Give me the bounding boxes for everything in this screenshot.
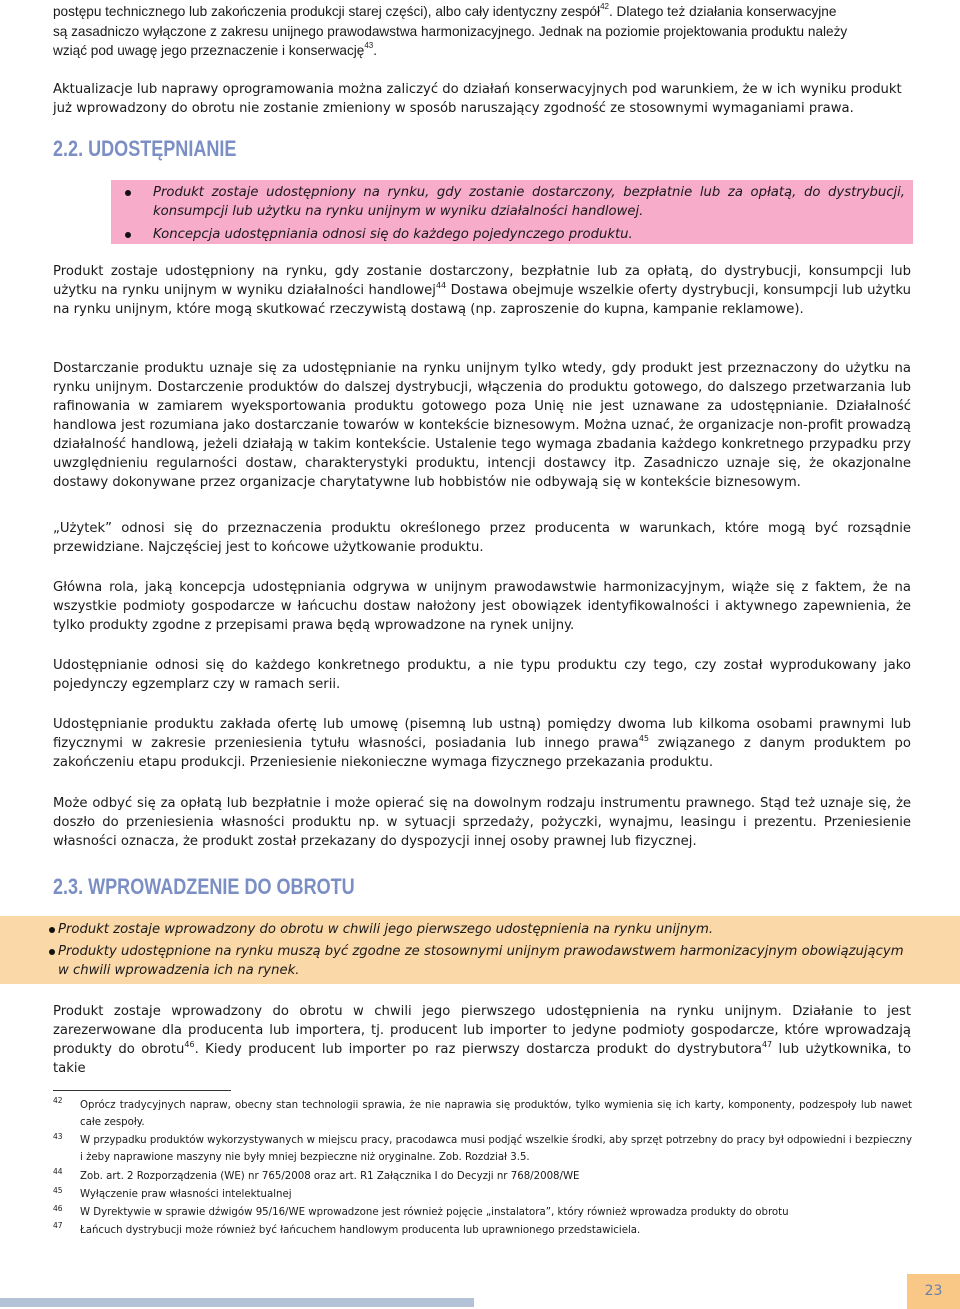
paragraph: Dostarczanie produktu uznaje się za udostępnianie na rynku unijnym tylko wtedy, gdy produkt jest przeznaczony do użytku na rynku unijnym. Dostarczenie produktów do dalszej dystrybucji, włączenia do produktu gotowego, do dalszego przetwarzania lub rafinowania w zamiarem wyeksportowania produktu gotowego poza Unię nie jest uznawane za udostępnianie. Działalność handlowa jest rozumiana jako dostarczanie towarów w kontekście biznesowym. Można uznać, że organizacje non-profit prowadzą działalność handlową, jeżeli działają w takim kontekście. Ustalenie tego wymaga zbadania każdego konkretnego przypadku przy uwzględnieniu regularności dostaw, charakterystyki produktu, intencji dostawcy itp. Zasadniczo uznaje się, że okazjonalne dostawy dokonywane przez organizacje charytatywne lub hobbistów nie odbywają się w kontekście biznesowym. — [53, 361, 911, 490]
text-span: . Kiedy producent lub importer po raz pierwszy dostarcza produkt do dystrybutora — [194, 1042, 762, 1057]
text-span: wziąć pod uwagę jego przeznaczenie i konserwację — [53, 43, 365, 58]
footnote-text: Łańcuch dystrybucji może również być łańcuchem handlowym producenta lub uprawnionego przedstawiciela. — [80, 1225, 641, 1236]
box-item-text: Produkty udostępnione na rynku muszą być zgodne ze stosownymi unijnym prawodawstwem harmonizacyjnym obowiązującym w chwili wprowadzenia ich na rynek. — [58, 944, 904, 978]
paragraph: Może odbyć się za opłatą lub bezpłatnie i może opierać się na dowolnym rodzaju instrumentu prawnego. Stąd też uznaje się, że doszło do przeniesienia własności produktu np. w sytuacji sprzedaży, pożyczki, wynajmu, leasingu i prezentu. Przeniesienie własności oznacza, że produkt został przekazany do dyspozycji innej osoby prawnej lub fizycznej. — [53, 796, 911, 849]
box-list-item — [153, 183, 905, 221]
box-list-item — [153, 225, 905, 244]
text-span: są zasadniczo wyłączone z zakresu unijnego prawodawstwa harmonizacyjnego. Jednak na poziomie projektowania produktu należy — [53, 23, 848, 39]
text-span: Udostępnianie produktu zakłada ofertę lub umowę (pisemną lub ustną) pomiędzy dwoma lub kilkoma osobami prawnymi lub fizycznymi w zakresie przeniesienia tytułu własności, posiadania lub innego prawa — [53, 717, 911, 751]
text-line — [53, 22, 923, 42]
footnote-ref: 47 — [761, 1039, 773, 1049]
text-span: związanego z danym produktem po zakończeniu etapu produkcji. Przeniesienie niekonieczne wymaga fizycznego przekazania produktu. — [53, 736, 911, 770]
footnote-text: Wyłączenie praw własności intelektualnej — [80, 1189, 292, 1200]
footnote-ref: 43 — [364, 41, 374, 51]
top-paragraph — [53, 2, 923, 61]
bullet-icon — [125, 190, 131, 196]
text-span: Produkt zostaje udostępniony na rynku, gdy zostanie dostarczony, bezpłatnie lub za opłatą, do dystrybucji, konsumpcji lub użytku na rynku unijnym w wyniku działalności handlowej — [53, 264, 911, 298]
paragraph — [53, 1002, 911, 1078]
box-list-item — [58, 920, 908, 939]
text-span: lub użytkownika, to takie — [53, 1042, 912, 1076]
paragraph: Główna rola, jaką koncepcja udostępniania odgrywa w unijnym prawodawstwie harmonizacyjnym, wiąże się z faktem, że na wszystkie podmioty gospodarcze w łańcuchu dostaw nałożony jest obowiązek identyfikowalności i aktywnego zapewnienia, że tylko produkty zgodne z przepisami prawa będą wprowadzone na rynek unijny. — [53, 580, 911, 633]
paragraph: Udostępnianie odnosi się do każdego konkretnego produktu, a nie typu produktu czy tego, czy został wyprodukowany jako pojedynczy egzemplarz czy w ramach serii. — [53, 658, 911, 692]
text-span: Dostawa obejmuje wszelkie oferty dystrybucji, konsumpcji lub użytku na rynku unijnym, które mogą skutkować rzeczywistą dostawą (np. zaproszenie do kupna, kampanie reklamowe). — [53, 283, 912, 317]
section-heading-22: 2.2. UDOSTĘPNIANIE — [53, 136, 237, 161]
text-span: Produkt zostaje wprowadzony do obrotu w chwili jego pierwszego udostępnienia na rynku unijnym. Działanie to jest zarezerwowane dla producenta lub importera, tj. producent lub importer to jedyne podmioty gospodarcze, które wprowadzają produkty do obrotu — [53, 1004, 911, 1057]
text-line — [53, 41, 923, 61]
text-line — [53, 2, 923, 22]
footnote-text: Oprócz tradycyjnych napraw, obecny stan technologii sprawia, że nie naprawia się produktów, tylko wymienia się ich karty, komponenty, podzespoły lub nawet całe zespoły. — [80, 1100, 912, 1128]
paragraph — [53, 262, 911, 319]
footnote-number: 46 — [53, 1204, 63, 1213]
footnote-text: W przypadku produktów wykorzystywanych w miejscu pracy, pracodawca musi podjąć wszelkie środki, aby sprzęt potrzebny do pracy był odpowiedni i bezpieczny i żeby naprawione maszyny nie były mniej bezpieczne niż oryginalne. Zob. Rozdział 3.5. — [80, 1135, 912, 1163]
footnote-number: 42 — [53, 1096, 63, 1105]
footnote-ref: 46 — [184, 1039, 195, 1049]
footnote-number: 47 — [53, 1221, 63, 1230]
bullet-icon — [49, 927, 55, 933]
footnote-ref: 45 — [638, 733, 649, 743]
footnote-ref: 44 — [435, 280, 447, 290]
highlight-box-23 — [0, 916, 960, 984]
footer-bar — [0, 1298, 474, 1307]
paragraph — [53, 715, 911, 772]
bullet-icon — [49, 949, 55, 955]
highlight-box-22 — [111, 180, 913, 244]
box-item-text: Produkt zostaje wprowadzony do obrotu w chwili jego pierwszego udostępnienia na rynku unijnym. — [58, 922, 714, 937]
footnote-number: 43 — [53, 1132, 63, 1141]
box-item-text: Koncepcja udostępniania odnosi się do każdego pojedynczego produktu. — [153, 227, 633, 242]
box-item-text: Produkt zostaje udostępniony na rynku, gdy zostanie dostarczony, bezpłatnie lub za opłatą, do dystrybucji, konsumpcji lub użytku na rynku unijnym w wyniku działalności handlowej. — [153, 185, 905, 219]
footnote-text: W Dyrektywie w sprawie dźwigów 95/16/WE wprowadzone jest również pojęcie „instalatora”, który również wprowadza produkty do obrotu — [80, 1207, 789, 1218]
text-span: postępu technicznego lub zakończenia produkcji starej części), albo cały identyczny zespół — [53, 4, 601, 19]
footnote-number: 45 — [53, 1186, 63, 1195]
text-span: . Dlatego też działania konserwacyjne — [608, 4, 837, 19]
section-heading-23: 2.3. WPROWADZENIE DO OBROTU — [53, 874, 355, 899]
footnote-text: Zob. art. 2 Rozporządzenia (WE) nr 765/2008 oraz art. R1 Załącznika I do Decyzji nr 768/2008/WE — [80, 1171, 580, 1182]
footnote-ref: 42 — [600, 2, 609, 12]
footnote-number: 44 — [53, 1167, 63, 1176]
page-number: 23 — [907, 1274, 960, 1309]
text-span: . — [373, 43, 378, 58]
paragraph-aktualizacje: Aktualizacje lub naprawy oprogramowania można zaliczyć do działań konserwacyjnych pod warunkiem, że w ich wyniku produkt już wprowadzony do obrotu nie zostanie zmieniony w sposób naruszający zgodność ze stosownymi wymaganiami prawa. — [53, 82, 902, 116]
box-list-item — [58, 942, 908, 980]
bullet-icon — [125, 232, 131, 238]
footnote-separator — [53, 1090, 231, 1091]
paragraph: „Użytek” odnosi się do przeznaczenia produktu określonego przez producenta w warunkach, które mogą być rozsądnie przewidziane. Najczęściej jest to końcowe użytkowanie produktu. — [53, 521, 911, 555]
